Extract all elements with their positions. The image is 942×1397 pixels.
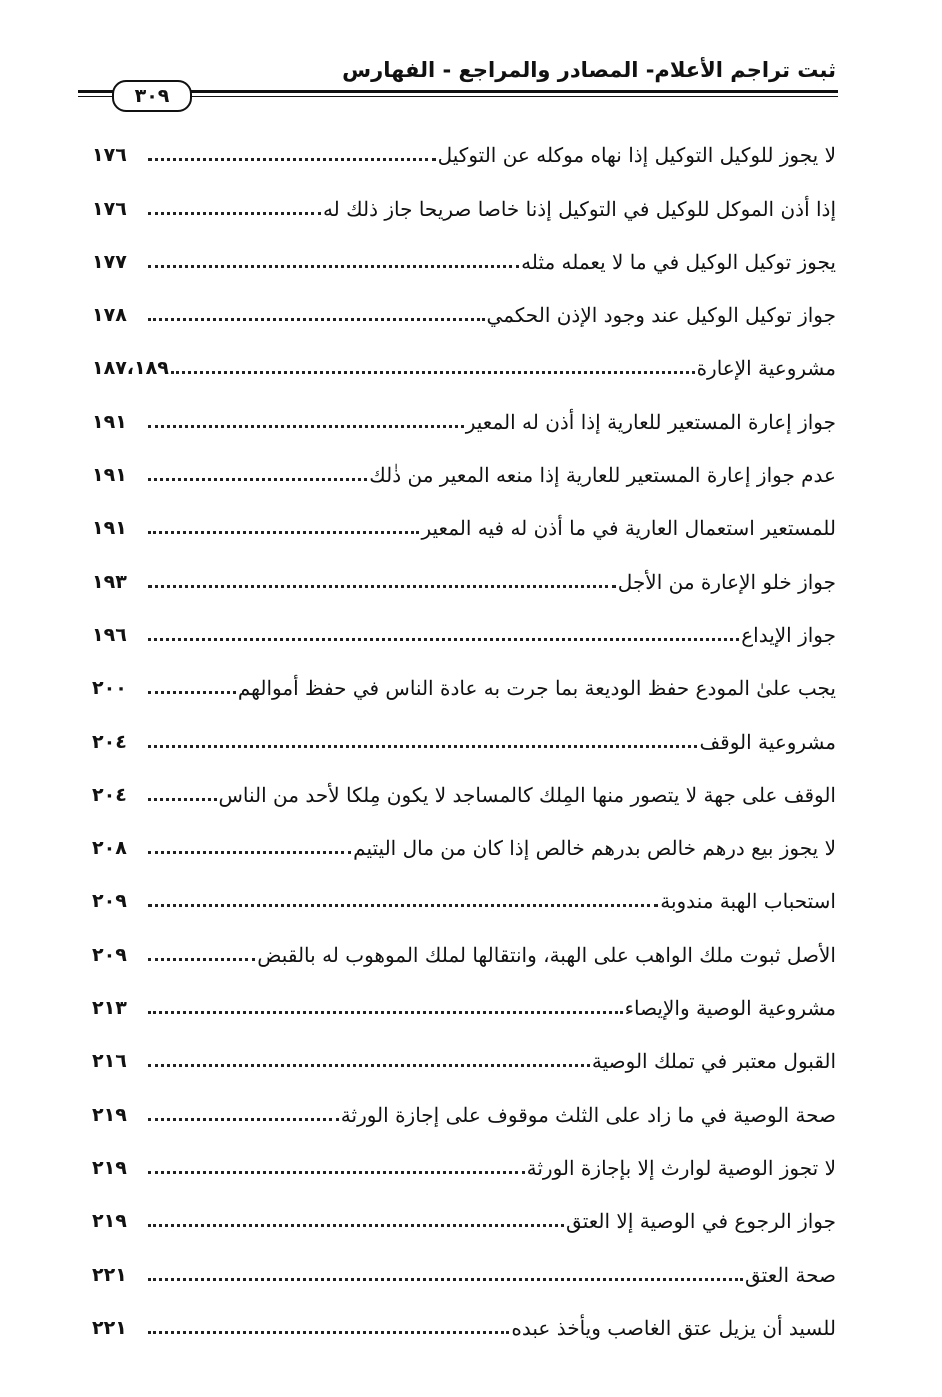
dot-leader <box>148 585 616 588</box>
dot-leader <box>148 1118 339 1121</box>
index-entry-title: مشروعية الوقف <box>699 729 836 754</box>
index-entry-page: ٢٠٠ <box>92 677 127 700</box>
dot-leader <box>148 638 739 641</box>
index-entry-page: ١٧٨ <box>92 304 127 327</box>
index-entry <box>92 231 836 284</box>
index-entry <box>92 1243 836 1296</box>
dot-leader <box>148 798 217 801</box>
dot-leader <box>148 745 697 748</box>
index-entry <box>92 1030 836 1083</box>
index-entry-page: ١٨٧،١٨٩ <box>92 357 169 380</box>
index-entry-title: للسيد أن يزيل عتق الغاصب ويأخذ عبده <box>511 1315 836 1340</box>
index-entry <box>92 177 836 230</box>
index-entry <box>92 604 836 657</box>
index-entry-title: جواز توكيل الوكيل عند وجود الإذن الحكمي <box>486 303 836 328</box>
index-entry-page: ١٧٦ <box>92 144 127 167</box>
index-entry-page: ١٧٦ <box>92 197 127 220</box>
index-entry-page: ١٩١ <box>92 517 127 540</box>
index-entry-title: جواز الرجوع في الوصية إلا العتق <box>566 1209 836 1234</box>
index-entry-title: استحباب الهبة مندوبة <box>660 889 836 914</box>
index-entry-page: ١٩١ <box>92 464 127 487</box>
index-entry-page: ٢٢١ <box>92 1316 127 1339</box>
index-entry-title: جواز خلو الإعارة من الأجل <box>617 569 836 594</box>
index-entry <box>92 1137 836 1190</box>
index-entry <box>92 550 836 603</box>
index-entry-title: إذا أذن الموكل للوكيل في التوكيل إذنا خاصا صريحا جاز ذلك له <box>322 196 836 221</box>
index-entry-title: الأصل ثبوت ملك الواهب على الهبة، وانتقالها لملك الموهوب له بالقبض <box>257 942 836 967</box>
index-entry-title: عدم جواز إعارة المستعير للعارية إذا منعه المعير من ذٰلك <box>369 463 836 488</box>
dot-leader <box>148 1278 743 1281</box>
index-entry-title: جواز الإيداع <box>741 622 836 647</box>
page-number: ٣٠٩ <box>112 80 192 112</box>
index-entry <box>92 764 836 817</box>
dot-leader <box>148 318 485 321</box>
dot-leader <box>148 958 255 961</box>
index-list <box>92 124 836 1350</box>
index-entry-title: لا تجوز الوصية لوارث إلا بإجازة الورثة <box>526 1155 836 1180</box>
index-entry <box>92 497 836 550</box>
header-rule-thin <box>78 96 838 97</box>
index-entry-page: ١٧٧ <box>92 250 127 273</box>
dot-leader <box>148 478 367 481</box>
running-title: ثبت تراجم الأعلام- المصادر والمراجع - الفهارس <box>342 58 836 82</box>
dot-leader <box>171 371 695 374</box>
page-header <box>78 56 838 116</box>
index-entry-page: ٢٠٤ <box>92 783 127 806</box>
index-entry-page: ١٩١ <box>92 410 127 433</box>
index-entry-page: ٢١٣ <box>92 997 127 1020</box>
dot-leader <box>148 1064 590 1067</box>
dot-leader <box>148 1331 509 1334</box>
index-entry-title: للمستعير استعمال العارية في ما أذن له فيه المعير <box>421 516 836 541</box>
dot-leader <box>148 265 519 268</box>
index-entry-title: القبول معتبر في تملك الوصية <box>591 1049 836 1074</box>
dot-leader <box>148 904 658 907</box>
index-entry-title: يجوز توكيل الوكيل في ما لا يعمله مثله <box>521 249 836 274</box>
index-entry <box>92 870 836 923</box>
index-entry <box>92 1297 836 1350</box>
index-entry <box>92 657 836 710</box>
index-entry-title: مشروعية الإعارة <box>696 356 836 381</box>
dot-leader <box>148 212 321 215</box>
dot-leader <box>148 158 436 161</box>
index-entry <box>92 1083 836 1136</box>
index-entry-page: ١٩٣ <box>92 570 127 593</box>
dot-leader <box>148 1011 623 1014</box>
index-entry-page: ٢٠٩ <box>92 890 127 913</box>
index-entry <box>92 390 836 443</box>
index-entry-page: ٢٠٩ <box>92 943 127 966</box>
index-entry-page: ٢٢١ <box>92 1263 127 1286</box>
index-entry <box>92 444 836 497</box>
dot-leader <box>148 425 464 428</box>
index-entry <box>92 923 836 976</box>
index-entry-page: ١٩٦ <box>92 623 127 646</box>
index-entry-title: يجب علىٰ المودع حفظ الوديعة بما جرت به عادة الناس في حفظ أموالهم <box>237 676 836 701</box>
dot-leader <box>148 1171 525 1174</box>
index-entry-title: صحة العتق <box>745 1262 836 1287</box>
index-entry-page: ٢١٦ <box>92 1050 127 1073</box>
index-entry <box>92 1190 836 1243</box>
index-entry-title: لا يجوز للوكيل التوكيل إذا نهاه موكله عن التوكيل <box>437 143 836 168</box>
index-entry-title: جواز إعارة المستعير للعارية إذا أذن له المعير <box>465 409 836 434</box>
dot-leader <box>148 531 419 534</box>
index-entry <box>92 124 836 177</box>
index-entry-title: مشروعية الوصية والإيصاء <box>624 996 836 1021</box>
dot-leader <box>148 691 236 694</box>
dot-leader <box>148 1224 564 1227</box>
index-entry <box>92 284 836 337</box>
index-entry-page: ٢١٩ <box>92 1103 127 1126</box>
index-entry <box>92 710 836 763</box>
index-entry-title: صحة الوصية في ما زاد على الثلث موقوف على إجازة الورثة <box>340 1102 836 1127</box>
index-entry-page: ٢١٩ <box>92 1210 127 1233</box>
dot-leader <box>148 851 351 854</box>
index-entry-page: ٢٠٨ <box>92 837 127 860</box>
index-entry-page: ٢١٩ <box>92 1156 127 1179</box>
index-entry <box>92 337 836 390</box>
index-entry-title: لا يجوز بيع درهم خالص بدرهم خالص إذا كان من مال اليتيم <box>353 836 836 861</box>
header-rule-thick <box>78 90 838 93</box>
index-entry-page: ٢٠٤ <box>92 730 127 753</box>
index-entry-title: الوقف على جهة لا يتصور منها المِلك كالمساجد لا يكون مِلكا لأحد من الناس <box>218 782 836 807</box>
index-entry <box>92 817 836 870</box>
index-entry <box>92 977 836 1030</box>
